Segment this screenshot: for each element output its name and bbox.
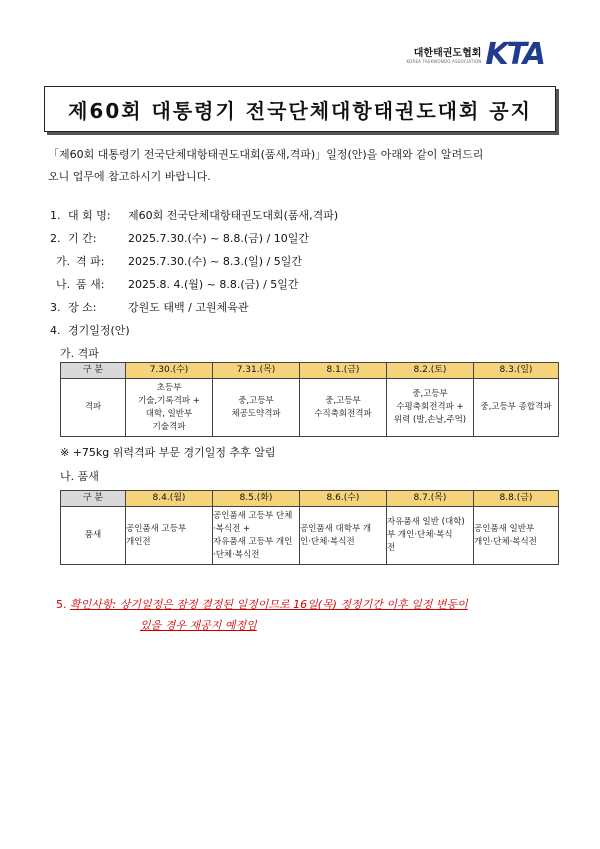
confirm-number: 5. [56, 598, 67, 611]
header-cell: 구 분 [61, 491, 126, 507]
schedule-cell: 공인품새 고등부 단체 ·복식전 + 자유품새 고등부 개인 ·단체·복식전 [213, 507, 300, 565]
header-cell: 8.4.(월) [126, 491, 213, 507]
intro-paragraph [48, 144, 558, 188]
schedule-cell: 공인품새 대학부 개 인·단체·복식전 [300, 507, 387, 565]
info-item-schedule: 4. 경기일정(안) [50, 324, 130, 337]
schedule-cell: 초등부 기술,기록격파 + 대학, 일반부 기술격파 [126, 379, 213, 437]
confirm-line-2 [56, 615, 468, 636]
header-cell: 구 분 [61, 363, 126, 379]
header-cell: 8.3.(일) [474, 363, 559, 379]
table-header-row [61, 491, 559, 507]
table-header-row [61, 363, 559, 379]
row-label: 격파 [61, 379, 126, 437]
logo-mark: KTA [485, 36, 544, 72]
info-item-pumsae-period: 나. 품 새: 2025.8. 4.(월) ~ 8.8.(금) / 5일간 [56, 278, 299, 291]
header-cell: 8.5.(화) [213, 491, 300, 507]
table-row [61, 507, 559, 565]
sub-heading-gyeokpa: 가. 격파 [60, 347, 99, 360]
confirm-text-1: 확인사항: 상기일정은 잠정 결정된 일정이므로 16일(목) 정정기간 이후 일정 변동이 [70, 598, 468, 611]
header-cell: 8.1.(금) [300, 363, 387, 379]
schedule-cell: 중,고등부 체공도약격파 [213, 379, 300, 437]
schedule-cell: 중,고등부 수직축회전격파 [300, 379, 387, 437]
logo-korean-name: 대한태권도협회 [413, 48, 482, 59]
confirm-text-2: 있을 경우 재공지 예정임 [140, 619, 257, 632]
header-cell: 8.8.(금) [474, 491, 559, 507]
header-cell: 7.30.(수) [126, 363, 213, 379]
intro-line-2: 오니 업무에 참고하시기 바랍니다. [48, 170, 211, 183]
table-row [61, 379, 559, 437]
schedule-cell: 중,고등부 종합격파 [474, 379, 559, 437]
header-cell: 7.31.(목) [213, 363, 300, 379]
note-text: ※ +75kg 위력격파 부문 경기일정 추후 알림 [60, 446, 276, 459]
sub-heading-pumsae: 나. 품새 [60, 470, 99, 483]
confirm-notice [56, 594, 468, 636]
schedule-cell: 자유품새 일반 (대학) 부 개인·단체·복식 전 [387, 507, 474, 565]
pumsae-schedule-table [60, 490, 559, 565]
confirm-line-1 [56, 594, 468, 615]
header-cell: 8.6.(수) [300, 491, 387, 507]
header-cell: 8.7.(목) [387, 491, 474, 507]
schedule-cell: 공인품새 고등부 개인전 [126, 507, 213, 565]
gyeokpa-schedule-table [60, 362, 559, 437]
kta-logo [407, 38, 544, 70]
logo-english-name: KOREA TAEKWONDO ASSOCIATION [406, 59, 482, 64]
info-item-gyeokpa-period: 가. 격 파: 2025.7.30.(수) ~ 8.3.(일) / 5일간 [56, 255, 303, 268]
intro-line-1: 「제60회 대통령기 전국단체대항태권도대회(품새,격파)」일정(안)을 아래와 같이 알려드리 [48, 148, 484, 161]
info-item-period: 2. 기 간: 2025.7.30.(수) ~ 8.8.(금) / 10일간 [50, 232, 310, 245]
info-list [50, 204, 338, 365]
schedule-cell: 공인품새 일반부 개인·단체·복식전 [474, 507, 559, 565]
schedule-cell: 중,고등부 수평축회전격파 + 위력 (발,손날,주먹) [387, 379, 474, 437]
info-item-name: 1. 대 회 명: 제60회 전국단체대항태권도대회(품새,격파) [50, 209, 339, 222]
page-title: 제60회 대통령기 전국단체대항태권도대회 공지 [68, 98, 532, 123]
row-label: 품새 [61, 507, 126, 565]
header-cell: 8.2.(토) [387, 363, 474, 379]
title-box [44, 86, 556, 132]
info-item-venue: 3. 장 소: 강원도 태백 / 고원체육관 [50, 301, 249, 314]
